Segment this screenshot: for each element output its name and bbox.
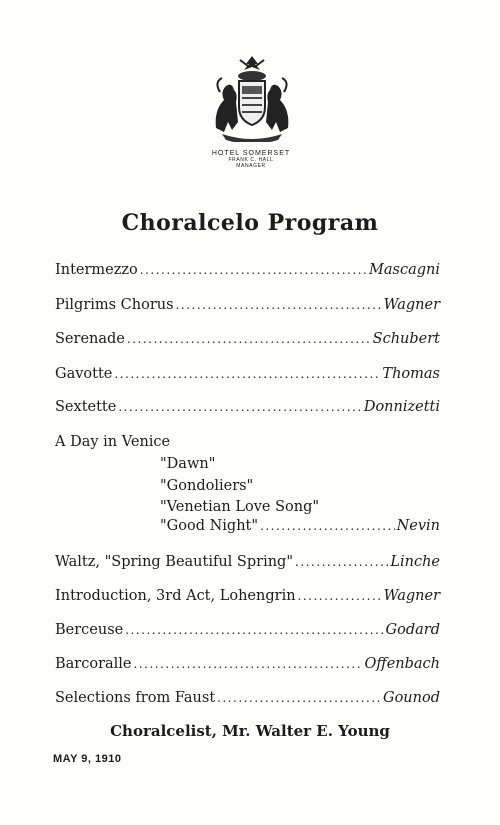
leader-dots xyxy=(217,691,381,705)
composer-name: Gounod xyxy=(382,690,440,706)
program-row xyxy=(55,554,440,576)
program-title: Choralcelo Program xyxy=(121,210,379,236)
piece-title: Barcoralle xyxy=(55,656,132,672)
manager-title: MANAGER xyxy=(236,163,266,169)
program-row xyxy=(55,622,440,644)
hotel-name: HOTEL SOMERSET xyxy=(211,150,291,157)
piece-title: Berceuse xyxy=(55,622,124,638)
leader-dots xyxy=(295,555,388,569)
piece-title: Gavotte xyxy=(55,366,113,382)
leader-dots xyxy=(118,400,361,414)
venice-title: A Day in Venice xyxy=(55,434,171,450)
composer-name: Nevin xyxy=(396,518,440,534)
program-date: MAY 9, 1910 xyxy=(53,753,122,765)
venice-last-row xyxy=(160,518,440,540)
venice-part: "Good Night" xyxy=(160,518,259,534)
program-row xyxy=(55,588,440,610)
hotel-crest-logo xyxy=(202,52,302,142)
program-row xyxy=(55,366,440,388)
composer-name: Offenbach xyxy=(364,656,440,672)
leader-dots xyxy=(260,519,395,533)
composer-name: Linche xyxy=(390,554,440,570)
piece-title: Pilgrims Chorus xyxy=(55,297,174,313)
piece-title: Introduction, 3rd Act, Lohengrin xyxy=(55,588,296,604)
program-row xyxy=(55,690,440,712)
hotel-imprint xyxy=(190,150,312,169)
leader-dots xyxy=(125,623,383,637)
program-row xyxy=(55,331,440,353)
piece-title: Intermezzo xyxy=(55,262,138,278)
program-row xyxy=(55,656,440,678)
composer-name: Wagner xyxy=(383,588,440,604)
piece-title: Sextette xyxy=(55,399,117,415)
leader-dots xyxy=(127,332,371,346)
choralcelist-credit: Choralcelist, Mr. Walter E. Young xyxy=(110,722,390,740)
program-row xyxy=(55,262,440,284)
composer-name: Donnizetti xyxy=(363,399,440,415)
program-row xyxy=(55,297,440,319)
leader-dots xyxy=(140,263,367,277)
venice-part: "Gondoliers" xyxy=(160,478,254,494)
composer-name: Mascagni xyxy=(369,262,440,278)
piece-title: Selections from Faust xyxy=(55,690,216,706)
manager-name: FRANK C. HALL xyxy=(228,157,274,163)
composer-name: Schubert xyxy=(372,331,440,347)
composer-name: Godard xyxy=(385,622,440,638)
leader-dots xyxy=(176,298,382,312)
composer-name: Thomas xyxy=(382,366,440,382)
leader-dots xyxy=(298,589,382,603)
composer-name: Wagner xyxy=(383,297,440,313)
leader-dots xyxy=(114,367,380,381)
piece-title: Waltz, "Spring Beautiful Spring" xyxy=(55,554,294,570)
program-row xyxy=(55,399,440,421)
venice-part: "Dawn" xyxy=(160,456,216,472)
leader-dots xyxy=(134,657,363,671)
venice-part: "Venetian Love Song" xyxy=(160,499,320,515)
piece-title: Serenade xyxy=(55,331,125,347)
